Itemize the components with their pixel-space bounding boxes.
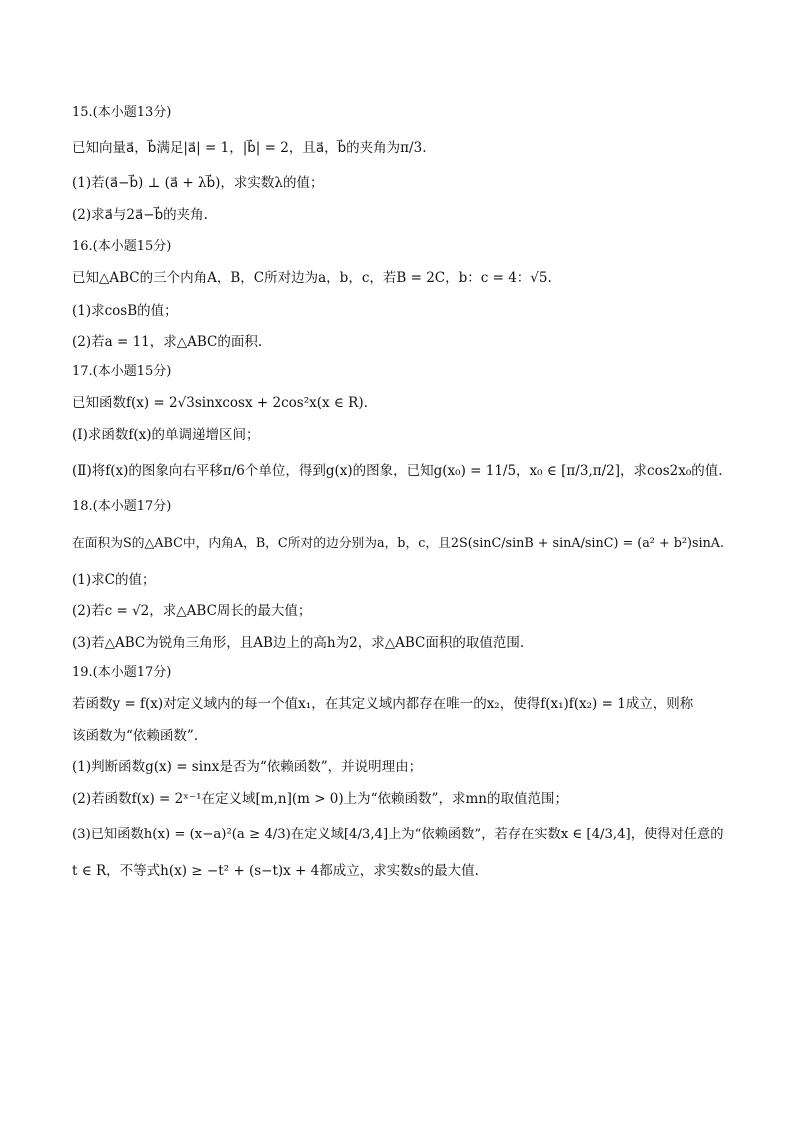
problem-15-part-1: (1)若(a⃗−b⃗) ⊥ (a⃗ + λb⃗)，求实数λ的值； <box>72 175 324 191</box>
problem-19-part-1: (1)判断函数g(x) = sinx是否为“依赖函数”，并说明理由； <box>72 759 423 775</box>
problem-19-part-3-line-2: t ∈ R，不等式h(x) ≥ −t² + (s−t)x + 4都成立，求实数s的最大值. <box>72 863 479 879</box>
problem-18-part-2: (2)若c = √2，求△ABC周长的最大值； <box>72 603 312 619</box>
problem-18-stem: 在面积为S的△ABC中，内角A，B，C所对的边分别为a，b，c，且2S(sinC/sinB + sinA/sinC) = (a² + b²)sinA. <box>72 536 725 551</box>
problem-18-part-1: (1)求C的值； <box>72 572 156 588</box>
problem-19-part-3-line-1: (3)已知函数h(x) = (x−a)²(a ≥ 4/3)在定义域[4/3,4]上为“依赖函数”，若存在实数x ∈ [4/3,4]，使得对任意的 <box>72 827 724 842</box>
problem-17-stem: 已知函数f(x) = 2√3sinxcosx + 2cos²x(x ∈ R). <box>72 395 368 411</box>
problem-18-header: 18.(本小题17分) <box>72 499 172 514</box>
problem-15-stem: 已知向量a⃗，b⃗满足|a⃗| = 1，|b⃗| = 2，且a⃗，b⃗的夹角为π/3. <box>72 140 427 156</box>
problem-19-header: 19.(本小题17分) <box>72 665 172 680</box>
problem-16-header: 16.(本小题15分) <box>72 239 172 254</box>
problem-15-header: 15.(本小题13分) <box>72 105 172 120</box>
problem-17-part-1: (Ⅰ)求函数f(x)的单调递增区间； <box>72 427 260 443</box>
problem-16-stem: 已知△ABC的三个内角A，B，C所对边为a，b，c，若B = 2C，b：c = 4：√5. <box>72 270 552 286</box>
problem-19-stem-line-2: 该函数为“依赖函数”. <box>72 728 199 744</box>
problem-15-part-2: (2)求a⃗与2a⃗−b⃗的夹角. <box>72 207 208 223</box>
problem-19-part-2: (2)若函数f(x) = 2ˣ⁻¹在定义域[m,n](m > 0)上为“依赖函数”，求mn的取值范围； <box>72 791 568 807</box>
problem-16-part-2: (2)若a = 11，求△ABC的面积. <box>72 334 263 350</box>
problem-18-part-3: (3)若△ABC为锐角三角形，且AB边上的高h为2，求△ABC面积的取值范围. <box>72 635 525 651</box>
problem-17-part-2: (Ⅱ)将f(x)的图象向右平移π/6个单位，得到g(x)的图象，已知g(x₀) = 11/5，x₀ ∈ [π/3,π/2]，求cos2x₀的值. <box>72 463 723 479</box>
problem-17-header: 17.(本小题15分) <box>72 364 172 379</box>
problem-16-part-1: (1)求cosB的值； <box>72 303 178 319</box>
problem-19-stem-line-1: 若函数y = f(x)对定义域内的每一个值x₁，在其定义域内都存在唯一的x₂，使得f(x₁)f(x₂) = 1成立，则称 <box>72 696 694 712</box>
